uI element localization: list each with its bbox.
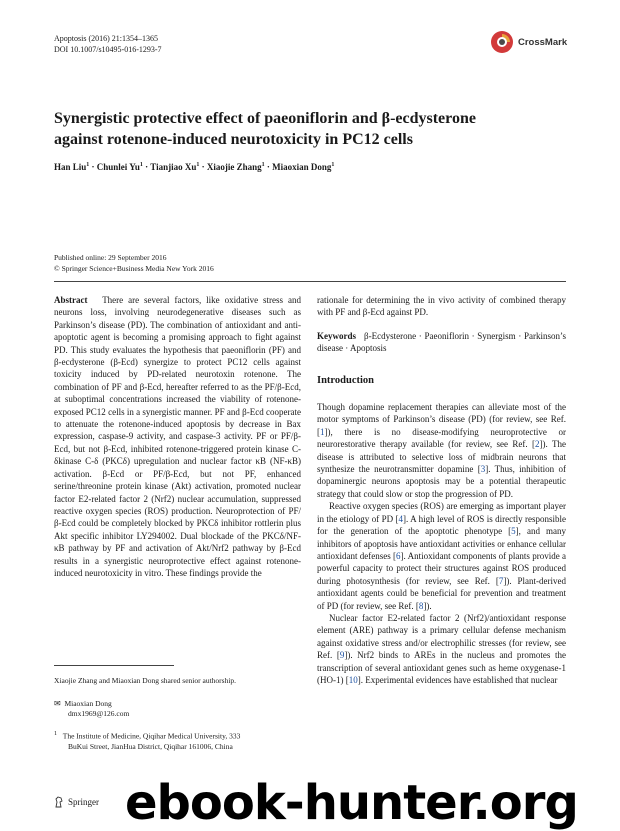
citation-link[interactable]: 7 — [498, 575, 504, 586]
affiliation-line-1: The Institute of Medicine, Qiqihar Medical University, 333 — [62, 731, 241, 741]
citation-link[interactable]: 2 — [535, 439, 540, 450]
citation-link[interactable]: 8 — [418, 600, 424, 611]
abstract-continuation: rationale for determining the in vivo activity of combined therapy with PF and β-Ecd against PD. — [317, 295, 566, 318]
intro-paragraph-2: Reactive oxygen species (ROS) are emerging as important player in the etiology of PD [4]. A high level of ROS is directly responsible for the generation of the apoptotic phenotype [5], and many inhibitors of apoptosis have antioxidant activities or enhance cellular antioxidant defenses [6]. Antioxidant components of plants provide a powerful capacity to protect their structures against ROS produced during photosynthesis (for review, see Ref. [7]). Plant-derived antioxidant agents could be beneficial for prevention and treatment of PD (for review, see Ref. [8]). — [317, 501, 567, 611]
author: Miaoxian Dong — [272, 162, 332, 172]
keywords-text: β-Ecdysterone · Paeoniflorin · Synergism · Parkinson’s disease · Apoptosis — [317, 330, 566, 354]
citation-link[interactable]: 6 — [396, 550, 401, 561]
abstract-text: There are several factors, like oxidative stress and neurons loss, involving neurodegenerative diseases such as Parkinson’s disease (PD). The combination of antioxidant and anti-apoptotic agent is becoming a promising approach to fight against PD. This study evaluates the hypothesis that paeoniflorin (PF) and β-ecdysterone (β-Ecd) synergize to protect PC12 cells against toxicity induced by PD-related neurotoxin rotenone. The combination of PF and β-Ecd, hereafter referred to as the PF/β-Ecd, at suboptimal concentrations increased the viability of rotenone-exposed PC12 cells in a synergistic manner. PF and β-Ecd cooperate to attenuate the rotenone-induced apoptosis by decrease in Bax expression, caspase-9 activity, and caspase-3 activity. PF or PF/β-Ecd, but not β-Ecd, inhibited rotenone-triggered protein kinase C-δkinase C-δ (PKCδ) upregulation and nuclear factor κB (NF-κB) activation. β-Ecd or PF/β-Ecd, but not PF, enhanced serine/threonine protein kinase (Akt) activation, promoted nuclear factor E2-related factor 2 (Nrf2) nuclear accumulation, suppressed reactive oxygen species (ROS) production. Neuroprotection of PF/β-Ecd could be completely blocked by PKCδ inhibitor rottlerin plus Akt specific inhibitor LY294002. Dual blockade of the PKCδ/NF-κB pathway by PF and activation of Akt/Nrf2 pathway by β-Ecd results in a synergistic neuroprotective effect against rotenone-induced neurotoxicity in vitro. These findings provide the — [54, 295, 301, 578]
crossmark-icon — [490, 30, 514, 54]
author: Chunlei Yu — [96, 162, 140, 172]
doi[interactable]: DOI 10.1007/s10495-016-1293-7 — [54, 45, 162, 54]
publication-info — [54, 252, 214, 274]
corresponding-email[interactable]: dmx1969@126.com — [68, 709, 130, 718]
citation-link[interactable]: 10 — [348, 674, 358, 685]
published-date: Published online: 29 September 2016 — [54, 253, 167, 262]
watermark: ebook-hunter.org — [125, 775, 578, 831]
journal-citation: Apoptosis (2016) 21:1354–1365 — [54, 34, 158, 43]
footnote-divider — [54, 665, 174, 666]
corresponding-name: Miaoxian Dong — [64, 699, 112, 708]
divider — [54, 281, 566, 282]
right-column — [317, 294, 566, 686]
introduction-heading: Introduction — [317, 374, 374, 386]
copyright: © Springer Science+Business Media New York 2016 — [54, 264, 214, 273]
affiliation — [54, 729, 294, 752]
citation-link[interactable]: 1 — [320, 426, 325, 437]
springer-horse-icon — [54, 796, 64, 808]
citation-link[interactable]: 3 — [480, 464, 486, 475]
affiliation-number: 1 — [54, 730, 58, 737]
citation-link[interactable]: 4 — [398, 513, 404, 524]
citation-link[interactable]: 5 — [511, 526, 516, 537]
citation-link[interactable]: 9 — [339, 650, 345, 661]
publisher-name: Springer — [68, 797, 99, 807]
paper-title — [54, 108, 554, 150]
intro-paragraph-1: Though dopamine replacement therapies can alleviate most of the motor symptoms of Parkinson’s disease (PD) (for review, see Ref. [1]), there is no disease-modifying neuroprotective or neurorestorative therapy available (for review, see Ref. [2]). The disease is attributed to selective loss of midbrain neurons that synthesize the neurotransmitter dopamine [3]. Thus, inhibition of dopaminergic neurons apoptosis may be a potential therapeutic strategy that could slow or stop the progression of PD. — [317, 402, 566, 499]
corresponding-author — [54, 699, 294, 719]
keywords-heading: Keywords — [317, 330, 356, 341]
intro-paragraph-3: Nuclear factor E2-related factor 2 (Nrf2)/antioxidant response element (ARE) pathway is a primary cellular defense mechanism against oxidative stress and/or electrophilic stresses (for review, see Ref. [9]). Nrf2 binds to AREs in the nucleus and promotes the transcription of several antioxidant genes such as heme oxygenase-1 (HO-1) [10]. Experimental evidences have established that nuclear — [317, 612, 566, 685]
author: Xiaojie Zhang — [206, 162, 262, 172]
author-list: Han Liu$^1$ · Chunlei $Yu^1$ · Tianjiao $Xu^1$ · Xiaojie Zhang$^1$ · Miaoxian Dong$^1$ — [54, 162, 335, 172]
envelope-icon: ✉ — [54, 699, 61, 708]
crossmark-badge[interactable] — [490, 27, 570, 57]
shared-authorship-note: Xiaojie Zhang and Miaoxian Dong shared senior authorship. — [54, 676, 237, 685]
publisher-logo — [54, 796, 99, 808]
abstract — [54, 294, 301, 579]
affiliation-line-2: BuKui Street, JianHua District, Qiqihar 161006, China — [68, 741, 233, 751]
author: Tianjiao Xu — [150, 162, 197, 172]
keywords — [317, 330, 566, 355]
abstract-heading: Abstract — [54, 295, 88, 305]
left-column — [54, 294, 301, 579]
title-line-1: Synergistic protective effect of paeoniflorin and β-ecdysterone — [54, 110, 476, 127]
journal-header — [54, 33, 162, 55]
crossmark-label: CrossMark — [518, 36, 568, 48]
author: Han Liu — [54, 162, 87, 172]
title-line-2: against rotenone-induced neurotoxicity in PC12 cells — [54, 131, 413, 148]
